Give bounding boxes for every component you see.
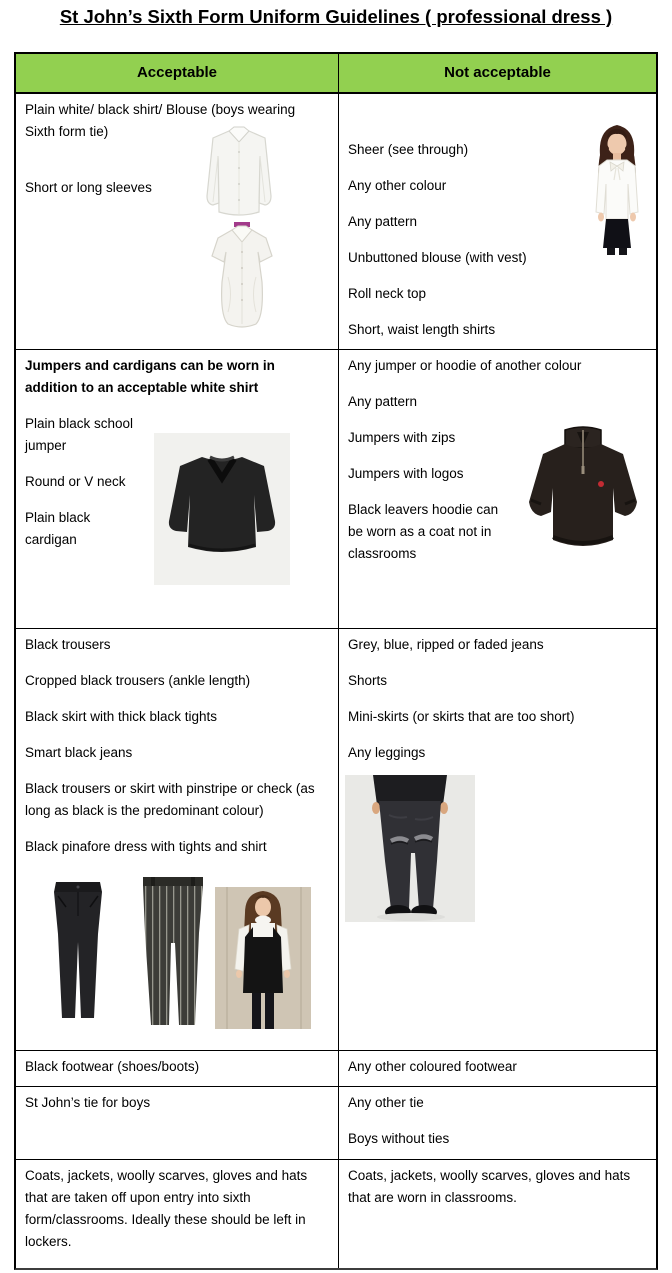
- header-not-acceptable: Not acceptable: [339, 54, 656, 92]
- rule-text: Shorts: [348, 673, 388, 688]
- footwear-not-acceptable-cell: [339, 1051, 656, 1086]
- woman-wearing-white-blouse-image: [585, 122, 649, 255]
- plain-black-vneck-jumper-image: [154, 433, 290, 585]
- bottoms-not-acceptable-cell: [339, 629, 656, 1050]
- rule-text: Plain black cardigan: [25, 510, 91, 547]
- rule-text-bold: Jumpers and cardigans can be worn in addition to an acceptable white shirt: [25, 358, 275, 395]
- rule-text: Any jumper or hoodie of another colour: [348, 358, 582, 373]
- rule-text: Round or V neck: [25, 474, 126, 489]
- rule-text: Black pinafore dress with tights and shirt: [25, 839, 267, 854]
- rule-text: Sheer (see through): [348, 142, 469, 157]
- rule-text: Black trousers or skirt with pinstripe or check (as long as black is the predominant colour): [25, 781, 315, 818]
- ties-not-acceptable-cell: [339, 1087, 656, 1159]
- table-row-footwear: [16, 1051, 656, 1087]
- page-title: [0, 6, 672, 28]
- rule-text: Black trousers: [25, 637, 111, 652]
- rule-text: Black footwear (shoes/boots): [25, 1059, 200, 1074]
- shirts-not-acceptable-cell: [339, 94, 656, 349]
- rule-text: Any pattern: [348, 394, 418, 409]
- rule-text: Coats, jackets, woolly scarves, gloves and hats that are taken off upon entry into sixth form/classrooms. Ideally these should be left in lockers.: [25, 1168, 308, 1249]
- white-short-sleeve-blouse-image: [206, 222, 278, 332]
- rule-text: Plain black school jumper: [25, 416, 134, 453]
- table-row-bottoms: [16, 629, 656, 1051]
- table-row-ties: [16, 1087, 656, 1160]
- coats-not-acceptable-cell: [339, 1160, 656, 1268]
- rule-text: Smart black jeans: [25, 745, 133, 760]
- rule-text: St John’s tie for boys: [25, 1095, 151, 1110]
- bottoms-acceptable-cell: [16, 629, 339, 1050]
- header-acceptable: Acceptable: [16, 54, 339, 92]
- coats-acceptable-cell: [16, 1160, 339, 1268]
- pinstripe-trousers-image: [135, 873, 211, 1029]
- jumpers-acceptable-cell: [16, 350, 339, 628]
- rule-text: Grey, blue, ripped or faded jeans: [348, 637, 544, 652]
- uniform-table: [14, 52, 658, 1270]
- rule-text: Unbuttoned blouse (with vest): [348, 250, 527, 265]
- rule-text: Any other coloured footwear: [348, 1059, 517, 1074]
- rule-text: Coats, jackets, woolly scarves, gloves and hats that are worn in classrooms.: [348, 1168, 631, 1205]
- rule-text: Boys without ties: [348, 1131, 450, 1146]
- table-row-shirts: [16, 94, 656, 350]
- rule-text: Roll neck top: [348, 286, 427, 301]
- rule-text: Any other tie: [348, 1095, 424, 1110]
- table-header-row: [16, 54, 656, 94]
- rule-text: Black skirt with thick black tights: [25, 709, 218, 724]
- rule-text: Any other colour: [348, 178, 447, 193]
- ripped-black-skinny-jeans-image: [345, 775, 475, 922]
- ties-acceptable-cell: [16, 1087, 339, 1159]
- footwear-acceptable-cell: [16, 1051, 339, 1086]
- jumpers-not-acceptable-cell: [339, 350, 656, 628]
- rule-text: Plain white/ black shirt/ Blouse (boys wearing Sixth form tie): [25, 102, 296, 139]
- rule-text: Short, waist length shirts: [348, 322, 496, 337]
- page-title-text: St John’s Sixth Form Uniform Guidelines ( professional dress ): [59, 6, 613, 27]
- shirts-acceptable-cell: [16, 94, 339, 349]
- table-row-coats: [16, 1160, 656, 1268]
- rule-text: Cropped black trousers (ankle length): [25, 673, 251, 688]
- table-row-jumpers: [16, 350, 656, 629]
- rule-text: Any leggings: [348, 745, 426, 760]
- rule-text: Black leavers hoodie can be worn as a coat not in classrooms: [348, 502, 499, 561]
- rule-text: Mini-skirts (or skirts that are too short): [348, 709, 575, 724]
- rule-text: Jumpers with zips: [348, 430, 456, 445]
- rule-text: Short or long sleeves: [25, 180, 152, 195]
- black-quarter-zip-jumper-image: [517, 422, 649, 564]
- rule-text: Jumpers with logos: [348, 466, 464, 481]
- white-long-sleeve-shirt-image: [201, 126, 277, 220]
- black-pinafore-dress-image: [215, 887, 311, 1029]
- rule-text: Any pattern: [348, 214, 418, 229]
- black-trousers-image: [44, 876, 112, 1022]
